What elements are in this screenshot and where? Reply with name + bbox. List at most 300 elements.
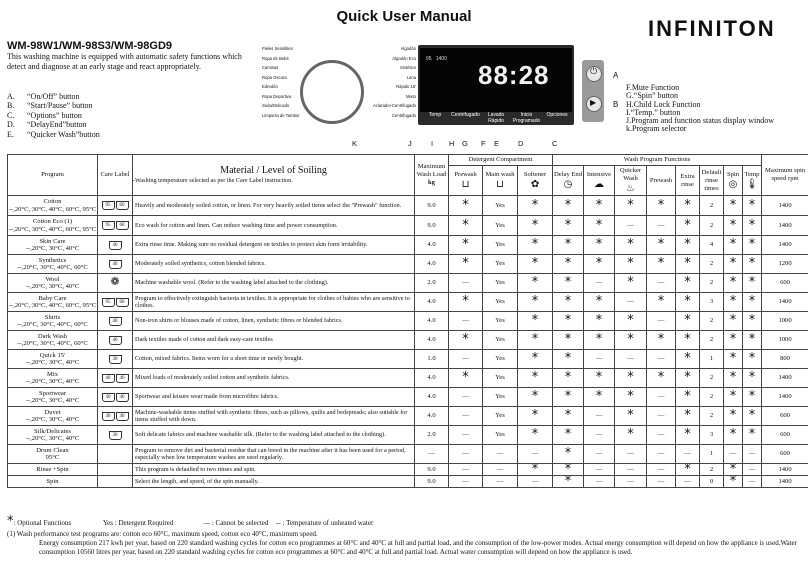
- rpm-cell: 1400: [762, 388, 808, 407]
- material-cell: Moderately soiled synthetics, cotton blended fabrics.: [133, 255, 415, 274]
- header-max-spin: Maximum spin speed rpm: [762, 155, 808, 196]
- wash-tub-icon: 30: [109, 355, 122, 364]
- panel-button[interactable]: Lavado Rápido: [487, 112, 505, 124]
- load-cell: 4.0: [415, 369, 449, 388]
- quick-cell: *: [615, 255, 647, 274]
- prew-cell: —: [647, 407, 676, 426]
- header-delay: Delay End ◷: [553, 166, 584, 196]
- program-name-cell: Sportwear --,20°C, 30°C, 40°C: [8, 388, 98, 407]
- dial-program-label: Lana: [406, 74, 416, 80]
- quick-cell: *: [615, 331, 647, 350]
- quick-cell: *: [615, 196, 647, 216]
- material-cell: Cotton, mixed fabrics. Items worn for a short time or newly bought.: [133, 350, 415, 369]
- header-prewash-fn: Prewash: [647, 166, 676, 196]
- dial-program-label: Edredón: [262, 84, 278, 89]
- temp-cell: —: [743, 464, 762, 476]
- care-label-cell: [98, 476, 133, 488]
- prew-cell: *: [647, 255, 676, 274]
- main-cell: Yes: [483, 388, 518, 407]
- softener-flower-icon: ✿: [530, 179, 540, 190]
- soft-cell: *: [518, 464, 553, 476]
- extra-cell: *: [676, 407, 700, 426]
- table-row: [8, 369, 808, 388]
- quick-cell: *: [615, 369, 647, 388]
- program-name-cell: Skin Care --,20°C, 30°C, 40°C: [8, 236, 98, 255]
- temp-cell: *: [743, 196, 762, 216]
- dial-program-label: Pieles Sensibles: [262, 46, 293, 51]
- pre-cell: *: [449, 216, 483, 236]
- spin-cell: *: [724, 293, 743, 312]
- wash-tub-icon: 30: [109, 431, 122, 440]
- clock-icon: ◷: [563, 179, 573, 190]
- wash-tub-icon: 95: [102, 298, 115, 307]
- material-cell: Soft delicate fabrics and machine washable silk. (Refer to the washing label attached to the clothing).: [133, 426, 415, 445]
- main-cell: Yes: [483, 426, 518, 445]
- quick-cell: —: [615, 445, 647, 464]
- load-cell: —: [415, 445, 449, 464]
- extra-cell: *: [676, 274, 700, 293]
- quick-cell: *: [615, 426, 647, 445]
- care-label-cell: [98, 464, 133, 476]
- table-legend: *: Optional Functions Yes : Detergent Required — : Cannot be selected -- : Temperature of unheated water: [7, 514, 374, 529]
- delay-cell: *: [553, 196, 584, 216]
- wool-icon: ❁: [110, 275, 120, 288]
- button-legend-right-item: F.Mute Function: [626, 83, 680, 92]
- temp-cell: *: [743, 331, 762, 350]
- program-name-cell: Quick 15' --,20°C, 30°C, 40°C: [8, 350, 98, 369]
- int-cell: —: [584, 426, 615, 445]
- mainwash-compartment-icon: ⊔: [496, 179, 504, 190]
- table-row: [8, 293, 808, 312]
- int-cell: —: [584, 350, 615, 369]
- soft-cell: *: [518, 274, 553, 293]
- care-label-cell: [98, 236, 133, 255]
- load-cell: 4.0: [415, 331, 449, 350]
- quick-cell: —: [615, 476, 647, 488]
- header-intensive: Intensive ☁: [584, 166, 615, 196]
- panel-button-row: [420, 112, 572, 124]
- care-label-cell: [98, 445, 133, 464]
- wash-tub-icon: 95: [102, 221, 115, 230]
- wash-tub-icon: 40: [109, 241, 122, 250]
- delay-cell: *: [553, 369, 584, 388]
- wash-tub-icon: 40: [102, 412, 115, 421]
- button-legend-left-item: C. “Options” button: [7, 110, 82, 120]
- quick-cell: *: [615, 388, 647, 407]
- pre-cell: —: [449, 274, 483, 293]
- extra-cell: *: [676, 255, 700, 274]
- callout-letter: F: [481, 139, 486, 148]
- rpm-cell: 600: [762, 426, 808, 445]
- quick-cell: —: [615, 293, 647, 312]
- temp-cell: *: [743, 236, 762, 255]
- material-cell: Extra rinse time. Making sure no residual detergent on textiles to protect skin form irritability.: [133, 236, 415, 255]
- int-cell: —: [584, 445, 615, 464]
- temp-cell: —: [743, 476, 762, 488]
- callout-b: B: [613, 100, 619, 109]
- extra-cell: *: [676, 464, 700, 476]
- main-cell: Yes: [483, 255, 518, 274]
- delay-cell: *: [553, 236, 584, 255]
- load-cell: 9.0: [415, 216, 449, 236]
- spin-cell: *: [724, 331, 743, 350]
- wash-tub-icon: 40: [116, 374, 129, 383]
- spin-cell: *: [724, 369, 743, 388]
- material-cell: Dark textiles made of cotton and dark easy-care textiles: [133, 331, 415, 350]
- extra-cell: *: [676, 369, 700, 388]
- pre-cell: *: [449, 255, 483, 274]
- document-title: Quick User Manual: [336, 8, 472, 25]
- power-icon: ⏻: [590, 67, 598, 77]
- prew-cell: —: [647, 312, 676, 331]
- wash-tub-icon: 60: [116, 201, 129, 210]
- soft-cell: *: [518, 255, 553, 274]
- load-cell: 9.0: [415, 196, 449, 216]
- soft-cell: *: [518, 407, 553, 426]
- program-name-cell: Mix --,20°C, 30°C, 40°C: [8, 369, 98, 388]
- button-legend-right-item: k.Program selector: [626, 124, 687, 134]
- thermometer-icon: 🌡: [745, 179, 759, 190]
- dial-program-label: Rápido 15': [396, 84, 416, 89]
- table-row: [8, 464, 808, 476]
- pre-cell: *: [449, 369, 483, 388]
- callout-letters: [0, 139, 600, 149]
- main-cell: —: [483, 445, 518, 464]
- rpm-cell: 1400: [762, 293, 808, 312]
- spin-cell: *: [724, 216, 743, 236]
- int-cell: *: [584, 388, 615, 407]
- button-legend-left-item: D. “DelayEnd”button: [7, 120, 87, 130]
- temp-cell: *: [743, 216, 762, 236]
- pre-cell: —: [449, 464, 483, 476]
- spin-cell: *: [724, 426, 743, 445]
- load-cell: 4.0: [415, 236, 449, 255]
- temp-cell: *: [743, 388, 762, 407]
- care-label-cell: [98, 216, 133, 236]
- program-name-cell: Spin: [8, 476, 98, 488]
- rinse-cell: 3: [700, 293, 724, 312]
- load-cell: 4.0: [415, 255, 449, 274]
- delay-cell: *: [553, 255, 584, 274]
- quick-cell: —: [615, 464, 647, 476]
- model-numbers: WM-98W1/WM-98S3/WM-98GD9: [7, 40, 173, 52]
- button-legend-left-item: E. “Quicker Wash”button: [7, 129, 100, 139]
- rinse-cell: 2: [700, 388, 724, 407]
- main-cell: —: [483, 476, 518, 488]
- header-extra-rinse: Extra rinse: [676, 166, 700, 196]
- care-label-cell: [98, 388, 133, 407]
- rpm-cell: 1400: [762, 236, 808, 255]
- panel-button[interactable]: Centrifugado: [451, 112, 480, 118]
- table-row: [8, 312, 808, 331]
- material-cell: Machine washable wool. (Refer to the washing label attached to the clothing).: [133, 274, 415, 293]
- soft-cell: —: [518, 476, 553, 488]
- rpm-cell: 800: [762, 350, 808, 369]
- program-name-cell: Duvet --,20°C, 30°C, 40°C: [8, 407, 98, 426]
- main-cell: Yes: [483, 312, 518, 331]
- temp-cell: *: [743, 274, 762, 293]
- panel-button[interactable]: Opciones: [546, 112, 568, 118]
- header-mainwash: Main wash ⊔: [483, 166, 518, 196]
- extra-cell: *: [676, 236, 700, 255]
- int-cell: —: [584, 464, 615, 476]
- int-cell: —: [584, 274, 615, 293]
- load-cell: 9.0: [415, 464, 449, 476]
- callout-letter: I: [431, 139, 434, 148]
- extra-cell: *: [676, 388, 700, 407]
- dial-labels-right: [356, 46, 416, 122]
- dial-program-label: Centrifugado: [392, 112, 416, 118]
- pre-cell: *: [449, 196, 483, 216]
- extra-cell: *: [676, 216, 700, 236]
- wash-tub-icon: 40: [116, 393, 129, 402]
- rpm-cell: 1000: [762, 331, 808, 350]
- temp-cell: *: [743, 369, 762, 388]
- soft-cell: *: [518, 350, 553, 369]
- main-cell: Yes: [483, 293, 518, 312]
- care-label-cell: [98, 407, 133, 426]
- table-row: [8, 426, 808, 445]
- care-label-cell: [98, 350, 133, 369]
- extra-cell: *: [676, 293, 700, 312]
- pre-cell: *: [449, 293, 483, 312]
- callout-letter: C: [552, 139, 558, 148]
- rinse-cell: 2: [700, 274, 724, 293]
- pre-cell: *: [449, 331, 483, 350]
- care-label-cell: [98, 255, 133, 274]
- spin-cell: *: [724, 388, 743, 407]
- program-name-cell: Silk/Delicates --,20°C, 30°C, 40°C: [8, 426, 98, 445]
- temp-cell: *: [743, 312, 762, 331]
- extra-cell: *: [676, 312, 700, 331]
- prew-cell: —: [647, 216, 676, 236]
- wash-tub-icon: 60: [116, 221, 129, 230]
- play-pause-icon: ▶: [590, 98, 597, 107]
- main-cell: Yes: [483, 350, 518, 369]
- table-row: [8, 350, 808, 369]
- int-cell: *: [584, 331, 615, 350]
- rinse-cell: 2: [700, 407, 724, 426]
- program-selector-dial[interactable]: [300, 60, 364, 124]
- dial-program-label: Seda/Delicado: [262, 103, 290, 108]
- wash-tub-icon: 60: [116, 298, 129, 307]
- care-label-cell: [98, 312, 133, 331]
- extra-cell: *: [676, 196, 700, 216]
- table-row: [8, 274, 808, 293]
- intro-text: This washing machine is equipped with automatic safety functions which detect and diagnose at an early stage and react appropriately.: [7, 52, 242, 71]
- rpm-cell: 1200: [762, 255, 808, 274]
- rpm-cell: 1400: [762, 464, 808, 476]
- wash-tub-icon: 40: [102, 393, 115, 402]
- program-name-cell: Shirts --,20°C, 30°C, 40°C, 60°C: [8, 312, 98, 331]
- pre-cell: —: [449, 476, 483, 488]
- wash-tub-icon: 40: [109, 317, 122, 326]
- main-cell: —: [483, 464, 518, 476]
- material-cell: Non-iron shirts or blouses made of cotton, linen, synthetic fibres or blended fabrics.: [133, 312, 415, 331]
- brand-logo: INFINITON: [648, 16, 776, 41]
- program-name-cell: Cotton --,20°C, 30°C, 40°C, 60°C, 95°C: [8, 196, 98, 216]
- load-cell: 4.0: [415, 312, 449, 331]
- header-max-load: Maximum Wash Load kg: [415, 155, 449, 196]
- dial-program-label: Ropa Deportiva: [262, 93, 292, 99]
- dial-program-label: Sintético: [399, 65, 416, 70]
- asterisk-icon: *: [7, 514, 14, 529]
- header-temp: Temp 🌡: [743, 166, 762, 196]
- button-legend-right: [626, 84, 774, 134]
- quicker-wash-icon: ♨: [626, 183, 635, 194]
- spin-cell: *: [724, 236, 743, 255]
- status-display-window: [420, 48, 572, 112]
- soft-cell: —: [518, 445, 553, 464]
- main-cell: Yes: [483, 331, 518, 350]
- delay-cell: *: [553, 426, 584, 445]
- soft-cell: *: [518, 331, 553, 350]
- temp-cell: *: [743, 426, 762, 445]
- table-row: [8, 407, 808, 426]
- panel-button[interactable]: Temp: [428, 112, 442, 118]
- material-cell: Mixed loads of moderately soiled cotton and synthetic fabrics.: [133, 369, 415, 388]
- spin-cell: *: [724, 274, 743, 293]
- table-row: [8, 236, 808, 255]
- int-cell: —: [584, 476, 615, 488]
- wash-tub-icon: 40: [109, 260, 122, 269]
- material-cell: Heavily and moderately soiled cotton, or linen. For very heavily soiled items select the "Prewash" function.: [133, 196, 415, 216]
- prew-cell: —: [647, 350, 676, 369]
- panel-button[interactable]: Inicio Programado: [512, 112, 541, 124]
- material-cell: Program to remove dirt and bacterial residue that can breed in the machine after it has been used for a period, especially when low temperature washes are used regularly.: [133, 445, 415, 464]
- main-cell: Yes: [483, 407, 518, 426]
- header-quicker: Quicker Wash ♨: [615, 166, 647, 196]
- dial-program-label: Algodón: [400, 46, 416, 51]
- display-small-digits: 95 1400: [426, 56, 447, 62]
- program-name-cell: Wool --,20°C, 30°C, 40°C: [8, 274, 98, 293]
- spin-cell: *: [724, 312, 743, 331]
- delay-cell: *: [553, 350, 584, 369]
- soft-cell: *: [518, 196, 553, 216]
- rpm-cell: 600: [762, 274, 808, 293]
- quick-cell: *: [615, 236, 647, 255]
- delay-cell: *: [553, 464, 584, 476]
- button-legend-right-item: H.Child Lock Function: [626, 99, 701, 109]
- on-off-button[interactable]: [586, 66, 602, 82]
- header-detergent: Detergent Compartment: [449, 155, 553, 166]
- delay-cell: *: [553, 388, 584, 407]
- rpm-cell: 1400: [762, 196, 808, 216]
- button-legend-left-item: A. “On/Off” button: [7, 92, 80, 101]
- temp-cell: *: [743, 255, 762, 274]
- callout-a: A: [613, 71, 619, 80]
- material-cell: Sportwear and leisure wear made from microfibre fabrics.: [133, 388, 415, 407]
- material-cell: Machine-washable items stuffed with synthetic fibres, such as pillows, quilts and bedspreads; also suitable for items stuffed with down.: [133, 407, 415, 426]
- wash-tub-icon: 40: [116, 412, 129, 421]
- rinse-cell: 1: [700, 350, 724, 369]
- start-pause-button[interactable]: [586, 96, 602, 112]
- care-label-cell: [98, 274, 133, 293]
- load-cell: 4.0: [415, 388, 449, 407]
- int-cell: *: [584, 216, 615, 236]
- care-label-cell: [98, 426, 133, 445]
- soft-cell: *: [518, 293, 553, 312]
- program-name-cell: Baby Care --,20°C, 30°C, 40°C, 60°C, 95°C: [8, 293, 98, 312]
- load-cell: 4.0: [415, 293, 449, 312]
- temp-cell: *: [743, 407, 762, 426]
- table-row: [8, 388, 808, 407]
- footnotes: (1) Wash performance test programs are: cotton eco 60°C, maximum speed, cotton eco 40°C, maximum speed. Energy consumption 217 kwh per year, based on 220 standard washing cycles for cotton eco programmes at 60°C and 40°C at full and partial load, and the consumption of the low-power modes. Actual energy consumption will depend on how the appliance is used.Water consumption 10560 litres per year, based on 220 standard washing cycles for cotton eco programmes at 60°C and 40°C at full and partial load. Actual water consumption will depend on how the appliance is used.: [7, 530, 797, 556]
- main-cell: Yes: [483, 274, 518, 293]
- int-cell: *: [584, 255, 615, 274]
- prew-cell: *: [647, 293, 676, 312]
- temp-cell: *: [743, 293, 762, 312]
- header-softener: Softener ✿: [518, 166, 553, 196]
- temp-cell: —: [743, 445, 762, 464]
- delay-cell: *: [553, 331, 584, 350]
- rinse-cell: 3: [700, 426, 724, 445]
- load-cell: 2.0: [415, 274, 449, 293]
- spin-cell: *: [724, 476, 743, 488]
- table-row: [8, 196, 808, 216]
- rinse-cell: 2: [700, 216, 724, 236]
- pre-cell: *: [449, 236, 483, 255]
- spin-cell: *: [724, 350, 743, 369]
- delay-cell: *: [553, 274, 584, 293]
- extra-cell: *: [676, 350, 700, 369]
- main-cell: Yes: [483, 196, 518, 216]
- prew-cell: —: [647, 388, 676, 407]
- table-row: [8, 331, 808, 350]
- rpm-cell: 1400: [762, 369, 808, 388]
- spin-cell: *: [724, 255, 743, 274]
- pre-cell: —: [449, 426, 483, 445]
- rpm-cell: 600: [762, 407, 808, 426]
- pre-cell: —: [449, 350, 483, 369]
- load-cell: 1.0: [415, 350, 449, 369]
- callout-letter: J: [408, 139, 412, 148]
- delay-cell: *: [553, 216, 584, 236]
- header-default-rinse: Default rinse times: [700, 166, 724, 196]
- temp-cell: *: [743, 350, 762, 369]
- rinse-cell: 2: [700, 312, 724, 331]
- prew-cell: —: [647, 445, 676, 464]
- prew-cell: *: [647, 196, 676, 216]
- extra-cell: —: [676, 445, 700, 464]
- prew-cell: —: [647, 476, 676, 488]
- button-legend-right-item: G.“Spin” button: [626, 91, 678, 101]
- int-cell: *: [584, 236, 615, 255]
- pre-cell: —: [449, 388, 483, 407]
- dial-program-label: Algodón Eco: [392, 55, 416, 61]
- rpm-cell: 600: [762, 445, 808, 464]
- spin-cell: *: [724, 196, 743, 216]
- int-cell: —: [584, 407, 615, 426]
- rinse-cell: 2: [700, 331, 724, 350]
- prewash-compartment-icon: ⊔: [461, 179, 470, 190]
- pre-cell: —: [449, 445, 483, 464]
- dial-program-label: Ropa Oscura: [262, 74, 287, 80]
- dial-program-label: Limpieza de Tambor: [262, 112, 300, 118]
- quick-cell: —: [615, 216, 647, 236]
- rinse-cell: 2: [700, 196, 724, 216]
- table-row: [8, 476, 808, 488]
- header-program: Program: [8, 155, 98, 196]
- button-legend-right-item: J.Program and function status display window: [626, 116, 774, 126]
- quick-cell: *: [615, 312, 647, 331]
- material-cell: Program to effectively extinguish bacteria in textiles. It is appropriate for clothes of babies who are sensitive to clothes.: [133, 293, 415, 312]
- callout-letter: G: [462, 139, 468, 148]
- soft-cell: *: [518, 312, 553, 331]
- soft-cell: *: [518, 369, 553, 388]
- extra-cell: *: [676, 331, 700, 350]
- material-cell: Eco wash for cotton and linen. Can reduce washing time and power consumption.: [133, 216, 415, 236]
